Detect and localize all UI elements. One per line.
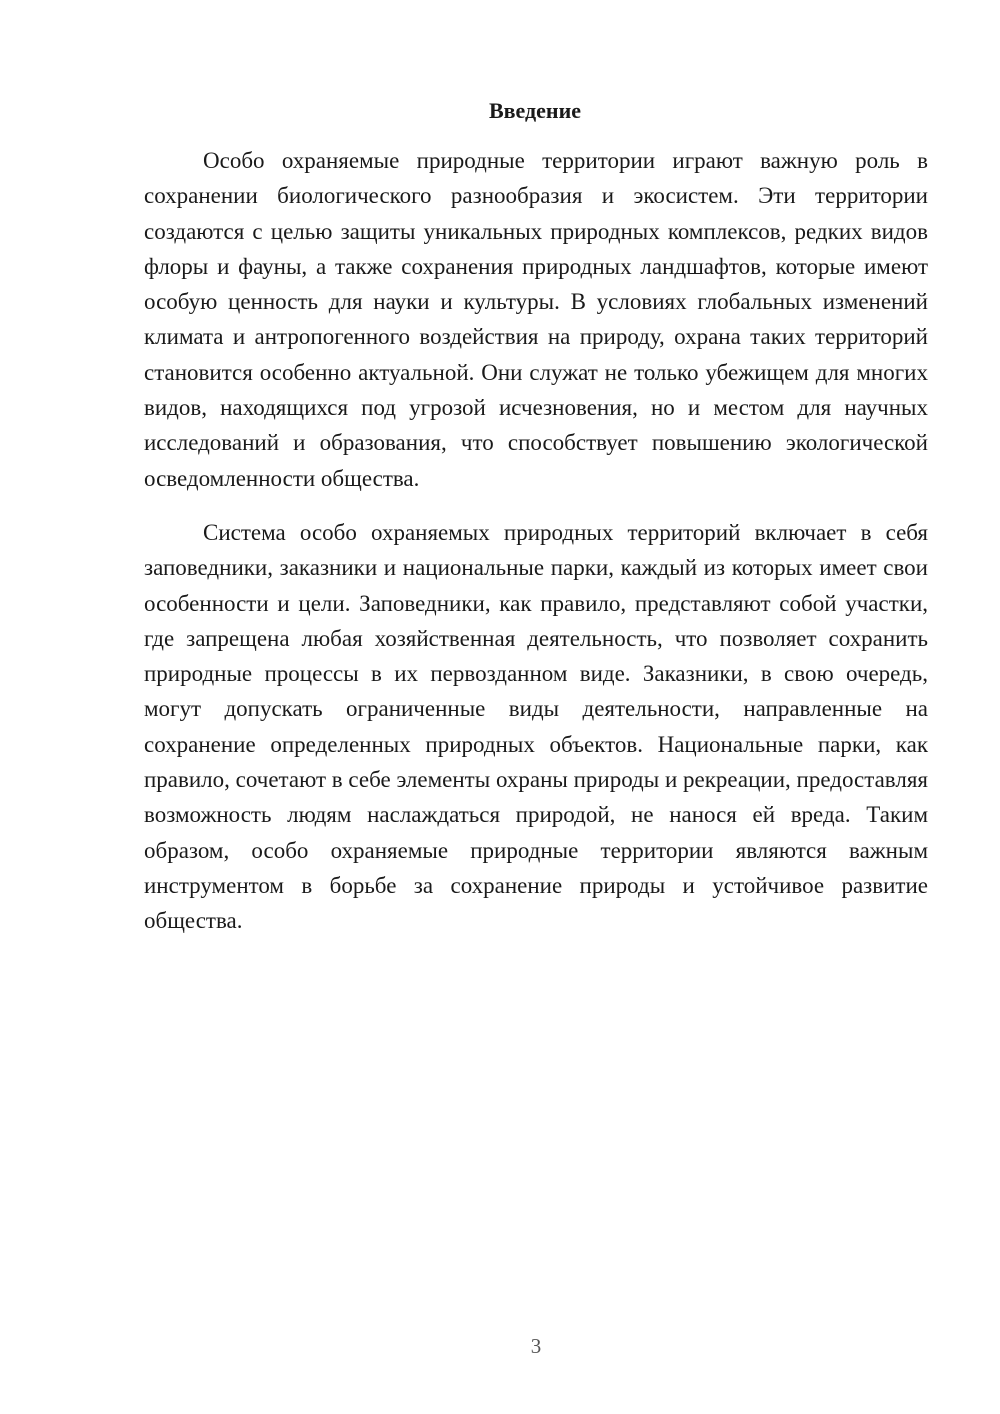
paragraph-1: Особо охраняемые природные территории играют важную роль в сохранении биологического разнообразия и экосистем. Эти территории создаются с целью защиты уникальных природных комплексов, редких видов флоры и фауны, а также сохранения природных ландшафтов, которые имеют особую ценность для науки и культуры. В условиях глобальных изменений климата и антропогенного воздействия на природу, охрана таких территорий становится особенно актуальной. Они служат не только убежищем для многих видов, находящихся под угрозой исчезновения, но и местом для научных исследований и образования, что способствует повышению экологической осведомленности общества. bbox=[144, 148, 928, 491]
page-title: Введение bbox=[488, 98, 582, 123]
page-number: 3 bbox=[530, 1334, 542, 1358]
paragraph-2: Система особо охраняемых природных территорий включает в себя заповедники, заказники и национальные парки, каждый из которых имеет свои особенности и цели. Заповедники, как правило, представляют собой участки, где запрещена любая хозяйственная деятельность, что позволяет сохранить природные процессы в их первозданном виде. Заказники, в свою очередь, могут допускать ограниченные виды деятельности, направленные на сохранение определенных природных объектов. Национальные парки, как правило, сочетают в себе элементы охраны природы и рекреации, предоставляя возможность людям наслаждаться природой, не нанося ей вреда. Таким образом, особо охраняемые природные территории являются важным инструментом в борьбе за сохранение природы и устойчивое развитие общества. bbox=[144, 520, 928, 934]
